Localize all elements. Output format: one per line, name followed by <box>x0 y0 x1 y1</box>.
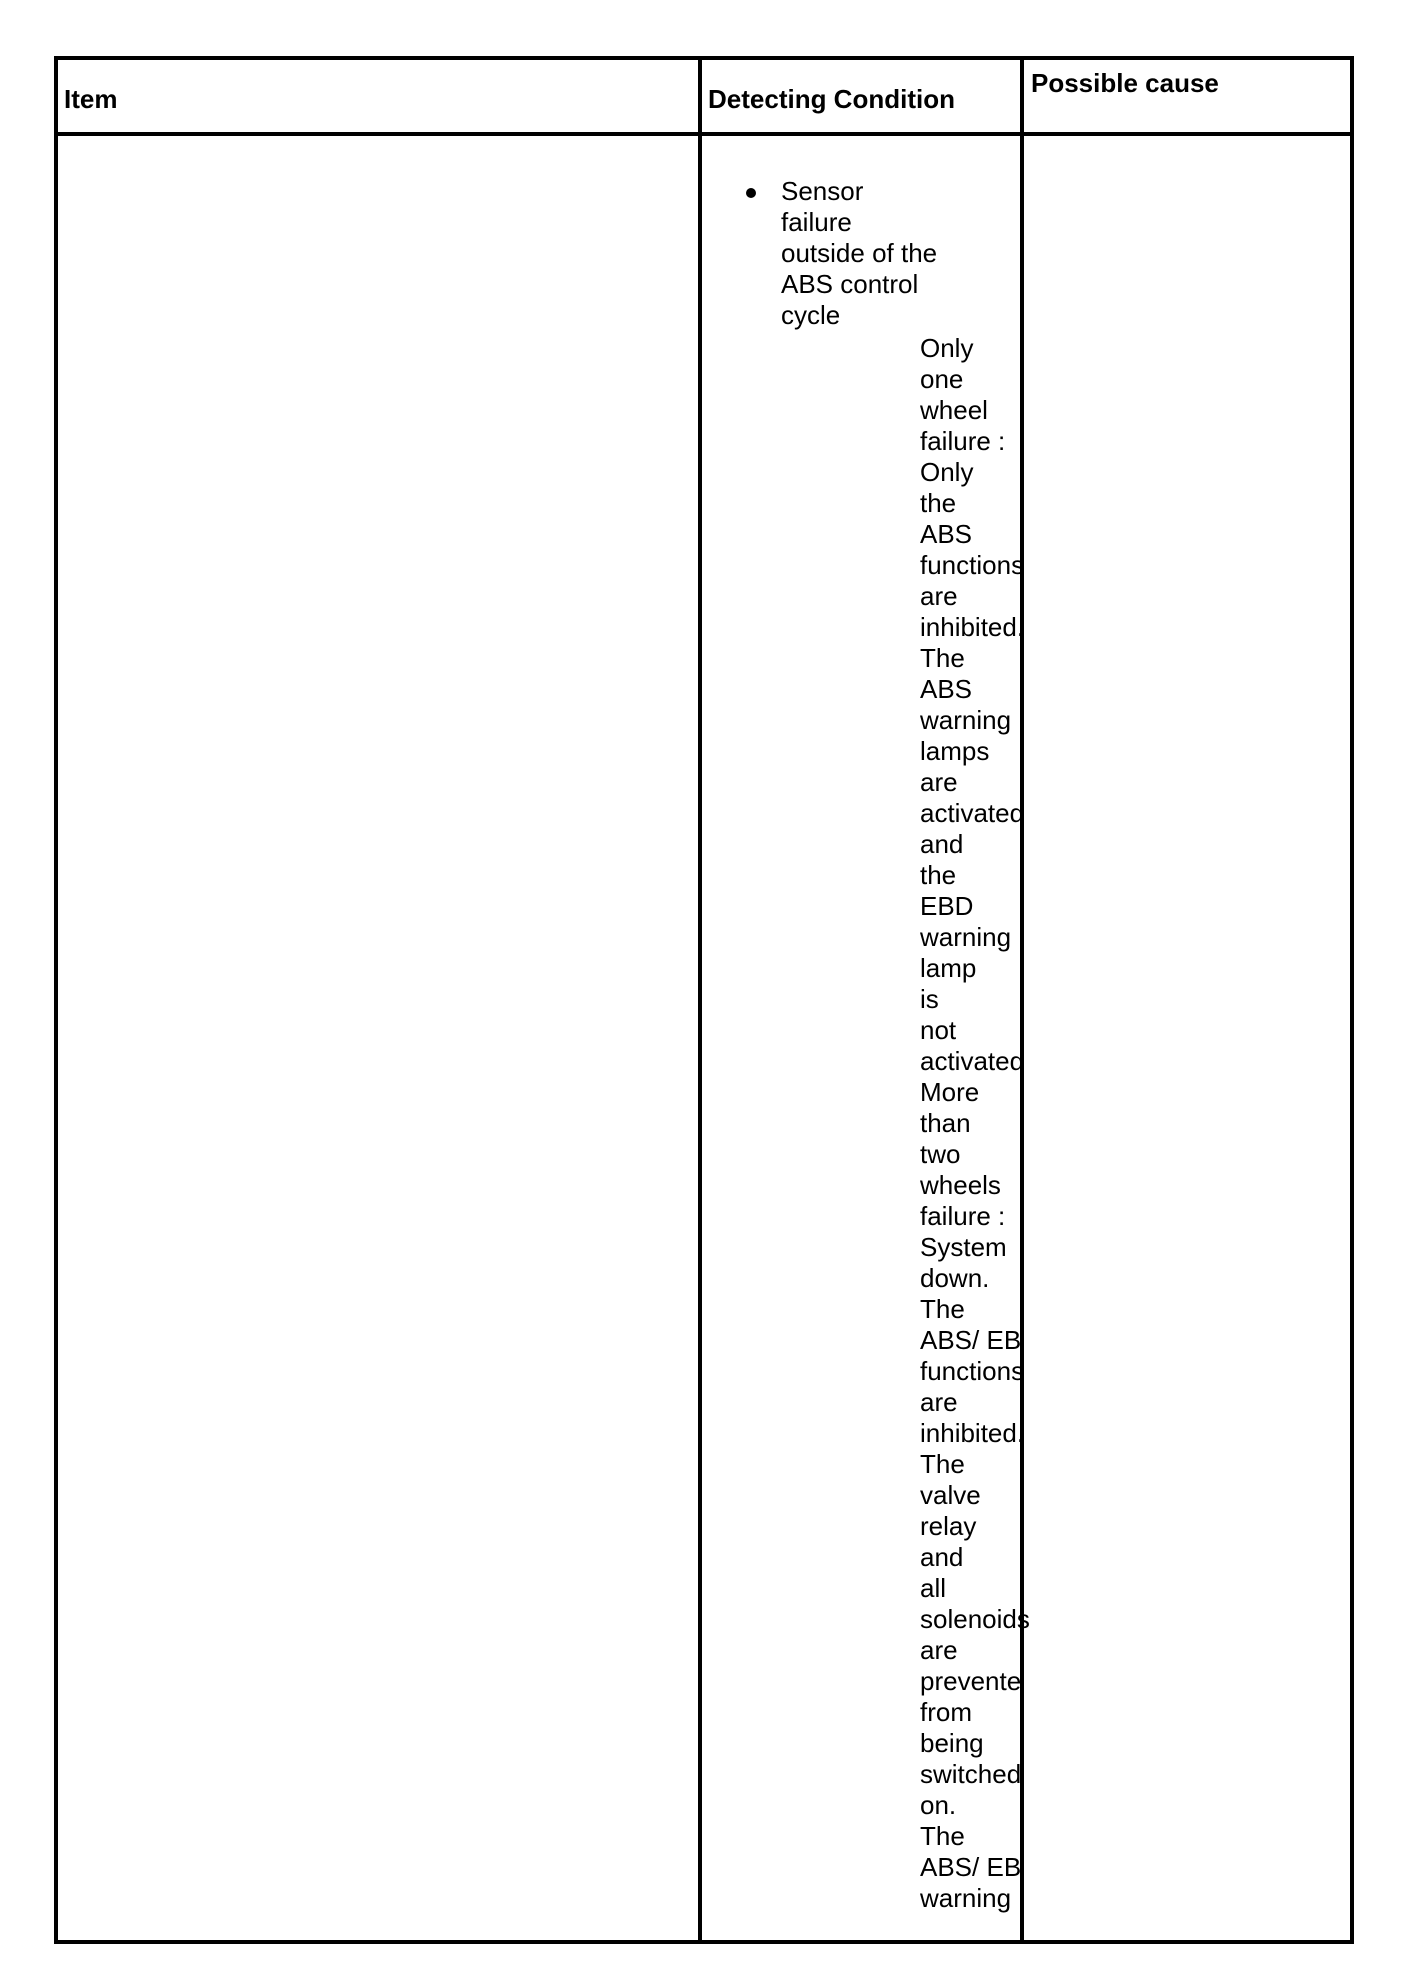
detail-word: are <box>920 581 958 611</box>
detail-word: the <box>920 860 957 890</box>
detail-word: being <box>920 1728 984 1758</box>
detail-word: failure : <box>920 426 1006 456</box>
detail-word: than <box>920 1108 971 1138</box>
bullet-icon <box>746 188 756 198</box>
detail-word: ABS/ EB <box>920 1325 1022 1355</box>
detail-word: prevente <box>920 1666 1022 1696</box>
detail-word: activated <box>920 798 1025 828</box>
detail-word: The <box>920 1821 965 1851</box>
detail-word: The <box>920 1449 965 1479</box>
detail-word: wheels <box>920 1170 1001 1200</box>
header-item: Item <box>64 84 118 114</box>
detail-word: failure : <box>920 1201 1006 1231</box>
header-divider <box>58 132 1350 136</box>
header-possible-cause: Possible cause <box>1031 68 1219 98</box>
detail-word: all <box>920 1573 947 1603</box>
detail-word: are <box>920 1635 958 1665</box>
detail-word: lamps <box>920 736 990 766</box>
detail-word: ABS <box>920 674 973 704</box>
detail-word: activated <box>920 1046 1025 1076</box>
bullet-text: Sensor failure outside of the ABS control cycle <box>781 176 938 330</box>
detail-word: Only <box>920 457 974 487</box>
detail-word: functions <box>920 1356 1025 1386</box>
detail-word: switched <box>920 1759 1022 1789</box>
detecting-condition-detail <box>920 333 1032 1914</box>
detail-word: ABS/ EB <box>920 1852 1022 1882</box>
detail-word: from <box>920 1697 972 1727</box>
detail-word: functions <box>920 550 1025 580</box>
detail-word: one <box>920 364 964 394</box>
detail-word: are <box>920 767 958 797</box>
detail-word: is <box>920 984 939 1014</box>
header-detecting-condition: Detecting Condition <box>708 84 955 114</box>
column-divider-1 <box>698 60 702 1940</box>
detail-word: The <box>920 643 965 673</box>
detail-word: wheel <box>920 395 988 425</box>
detail-word: Only <box>920 333 974 363</box>
detail-word: inhibited. <box>920 1418 1025 1448</box>
detail-word: the <box>920 488 957 518</box>
detail-word: and <box>920 1542 964 1572</box>
detail-word: valve <box>920 1480 981 1510</box>
detail-word: System <box>920 1232 1007 1262</box>
detail-word: down. <box>920 1263 990 1293</box>
detail-word: More <box>920 1077 980 1107</box>
detail-word: are <box>920 1387 958 1417</box>
detail-word: solenoids <box>920 1604 1030 1634</box>
diagnostic-table <box>54 56 1354 1944</box>
detail-word: relay <box>920 1511 977 1541</box>
detail-word: The <box>920 1294 965 1324</box>
detail-word: warning <box>920 705 1012 735</box>
detail-word: warning <box>920 1883 1012 1913</box>
detail-word: inhibited. <box>920 612 1025 642</box>
detail-word: two <box>920 1139 961 1169</box>
detail-word: warning <box>920 922 1012 952</box>
detail-word: and <box>920 829 964 859</box>
detail-word: EBD <box>920 891 974 921</box>
detail-word: ABS <box>920 519 973 549</box>
detail-word: on. <box>920 1790 957 1820</box>
detail-word: not <box>920 1015 957 1045</box>
detail-word: lamp <box>920 953 977 983</box>
